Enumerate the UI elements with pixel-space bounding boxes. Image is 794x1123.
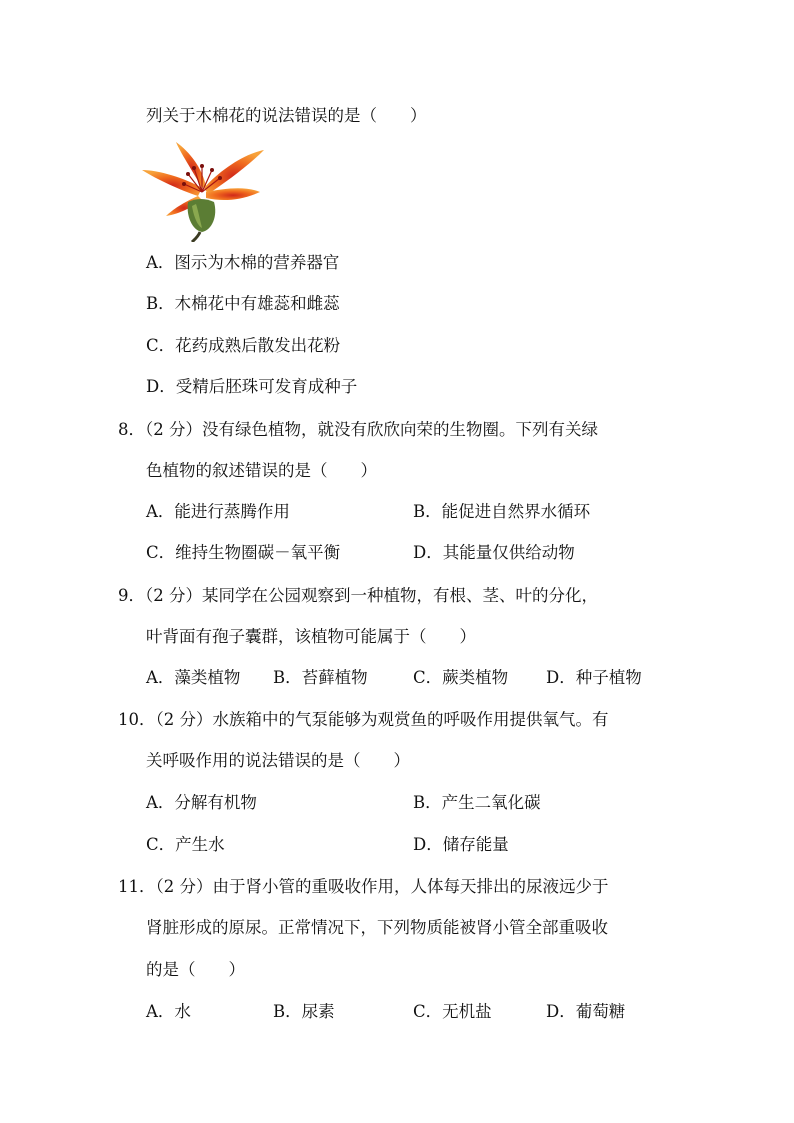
q10-stem-line2: 关呼吸作用的说法错误的是（ ） [146,751,410,770]
q7-option-c[interactable] [146,335,340,357]
option-text: 分解有机物 [174,793,257,812]
q9-option-b[interactable] [273,667,368,689]
option-text: 木棉花中有雄蕊和雌蕊 [174,294,340,313]
option-text: 种子植物 [575,668,642,687]
q8-option-b[interactable] [413,501,590,523]
q7-option-d[interactable] [146,376,357,398]
option-letter: A． [146,1002,175,1021]
option-text: 产生二氧化碳 [441,793,541,812]
q8-option-c[interactable] [146,542,340,564]
option-text: 蕨类植物 [442,668,509,687]
option-letter: D． [413,543,443,562]
q9-option-d[interactable] [546,667,642,689]
question-text: （2 分）某同学在公园观察到一种植物，有根、茎、叶的分化， [145,586,598,605]
q9-stem-line2: 叶背面有孢子囊群，该植物可能属于（ ） [146,627,476,646]
q10-stem-line1 [118,709,609,731]
q8-stem-line1 [118,419,598,441]
option-letter: B． [146,294,175,313]
option-letter: D． [146,377,176,396]
question-number: 10． [118,710,156,729]
option-letter: C． [413,668,443,687]
option-text: 能促进自然界水循环 [441,502,591,521]
question-text: （2 分）水族箱中的气泵能够为观赏鱼的呼吸作用提供氧气。有 [155,710,609,729]
q11-option-a[interactable] [146,1001,191,1023]
q8-option-a[interactable] [146,501,290,523]
q8-stem-line2: 色植物的叙述错误的是（ ） [146,461,377,480]
option-text: 苔藓植物 [301,668,368,687]
q10-option-d[interactable] [413,834,509,856]
option-letter: C． [146,336,176,355]
q7-option-a[interactable] [146,252,339,274]
option-letter: A． [146,793,175,812]
kapok-flower-icon [140,140,266,242]
option-letter: D． [413,835,443,854]
q11-option-c[interactable] [413,1001,492,1023]
option-letter: D． [546,668,576,687]
option-text: 维持生物圈碳－氧平衡 [175,543,341,562]
q11-stem-line3: 的是（ ） [146,960,245,979]
option-letter: B． [273,668,302,687]
q9-option-c[interactable] [413,667,508,689]
q7-stem: 列关于木棉花的说法错误的是（ ） [146,106,427,125]
q11-stem-line1 [118,876,609,898]
option-text: 葡萄糖 [575,1002,626,1021]
question-number: 9． [118,586,145,605]
option-letter: A． [146,253,175,272]
option-text: 水 [174,1002,191,1021]
question-text: （2 分）由于肾小管的重吸收作用，人体每天排出的尿液远少于 [155,877,609,896]
q9-option-a[interactable] [146,667,240,689]
q7-option-b[interactable] [146,293,340,315]
q11-option-b[interactable] [273,1001,335,1023]
option-letter: D． [546,1002,576,1021]
option-text: 花药成熟后散发出花粉 [175,336,341,355]
option-letter: C． [146,835,176,854]
question-text: （2 分）没有绿色植物，就没有欣欣向荣的生物圈。下列有关绿 [145,420,598,439]
option-letter: B． [413,502,442,521]
option-text: 产生水 [175,835,225,854]
option-letter: B． [413,793,442,812]
option-text: 受精后胚珠可发育成种子 [175,377,358,396]
q8-option-d[interactable] [413,542,575,564]
q10-option-b[interactable] [413,792,541,814]
q11-stem-line2: 肾脏形成的原尿。正常情况下，下列物质能被肾小管全部重吸收 [146,918,608,937]
option-letter: B． [273,1002,302,1021]
question-number: 11． [118,877,156,896]
q11-option-d[interactable] [546,1001,625,1023]
option-letter: A． [146,668,175,687]
option-letter: C． [146,543,176,562]
q10-option-a[interactable] [146,792,257,814]
option-text: 藻类植物 [174,668,241,687]
option-text: 尿素 [301,1002,335,1021]
option-letter: C． [413,1002,443,1021]
option-text: 其能量仅供给动物 [442,543,575,562]
question-number: 8． [118,420,145,439]
option-text: 无机盐 [442,1002,492,1021]
option-text: 储存能量 [442,835,509,854]
q9-stem-line1 [118,585,598,607]
q10-option-c[interactable] [146,834,225,856]
option-text: 图示为木棉的营养器官 [174,253,340,272]
option-letter: A． [146,502,175,521]
option-text: 能进行蒸腾作用 [174,502,290,521]
